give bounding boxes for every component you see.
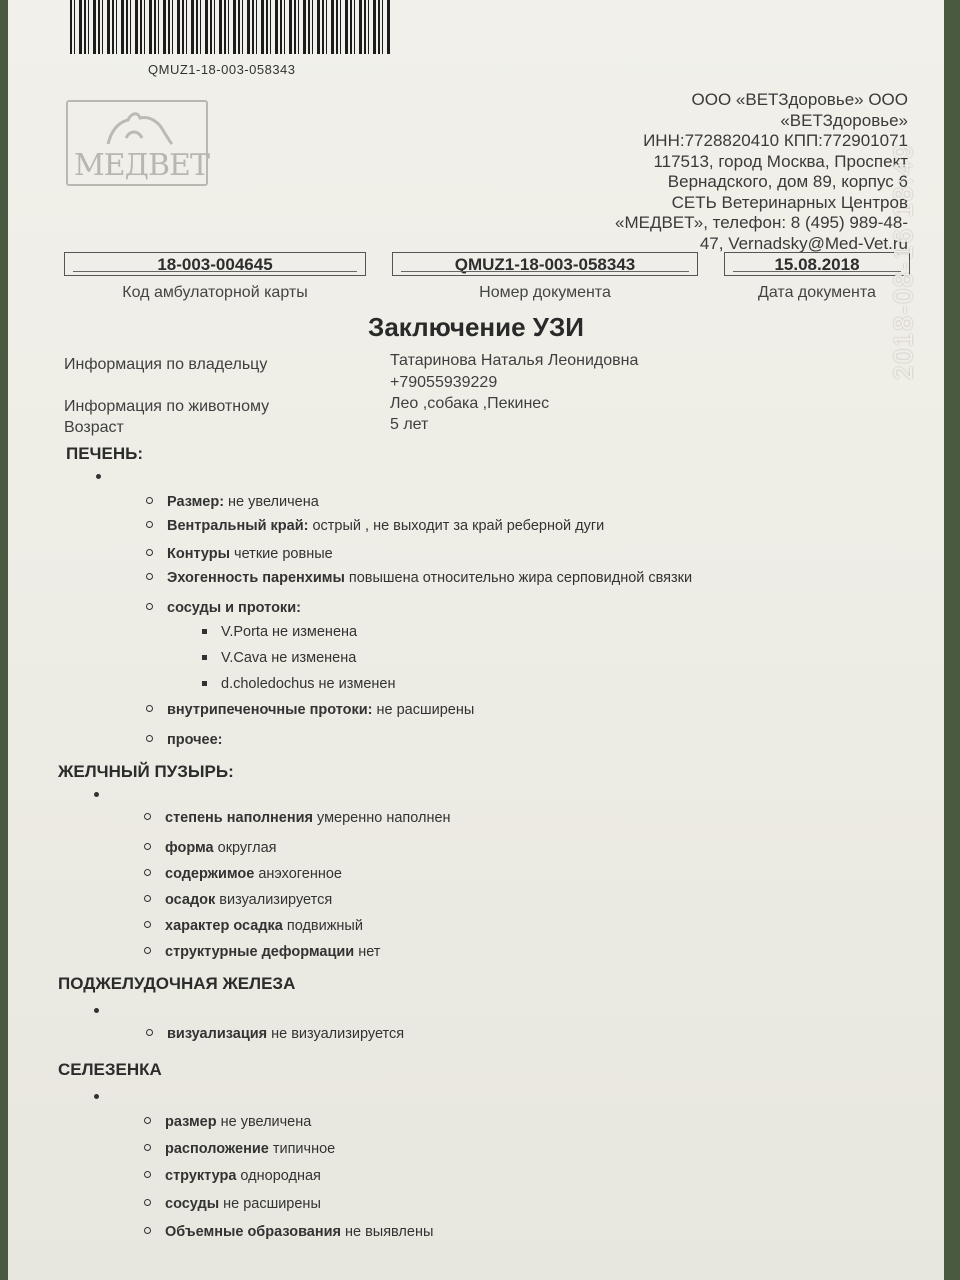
age-label: Возраст	[64, 419, 124, 436]
item-value: не визуализируется	[271, 1026, 405, 1042]
list-item	[144, 1224, 433, 1240]
document-number-caption: Номер документа	[479, 284, 611, 301]
section-liver-title: ПЕЧЕНЬ:	[66, 444, 143, 463]
owner-label: Информация по владельцу	[64, 356, 268, 373]
item-value: округлая	[217, 840, 277, 856]
page-title: Заключение УЗИ	[368, 312, 584, 342]
list-item	[146, 600, 305, 616]
list-item	[144, 892, 332, 908]
item-key: Вентральный край:	[167, 518, 309, 534]
dog-cat-icon	[98, 108, 178, 148]
item-value: визуализируется	[219, 892, 333, 908]
item-key: прочее:	[167, 732, 223, 748]
document-date-value: 15.08.2018	[774, 255, 860, 274]
item-value: четкие ровные	[234, 546, 333, 562]
item-value: повышена относительно жира серповидной связки	[348, 570, 693, 586]
photo-timestamp: 2018-08-16 18:49	[888, 142, 918, 380]
document-date-field	[724, 252, 910, 276]
list-item	[146, 732, 227, 748]
item-key: расположение	[165, 1141, 269, 1157]
item-value: однородная	[240, 1168, 321, 1184]
owner-name: Татаринова Наталья Леонидовна	[390, 352, 639, 369]
item-value: умеренно наполнен	[317, 810, 451, 826]
item-value: нет	[358, 944, 381, 960]
sub-list-item	[202, 624, 357, 640]
item-key: Контуры	[167, 546, 231, 562]
item-value: не расширены	[223, 1196, 321, 1212]
list-item	[144, 1141, 335, 1157]
bullet	[96, 474, 101, 479]
animal-label: Информация по животному	[64, 398, 270, 415]
list-item	[144, 866, 342, 882]
bullet	[94, 1008, 99, 1013]
list-item	[146, 518, 604, 534]
list-item	[146, 702, 474, 718]
list-item	[146, 1026, 404, 1042]
card-code-caption: Код амбулаторной карты	[122, 284, 308, 301]
document-page	[8, 0, 944, 1280]
item-value: V.Porta не изменена	[221, 624, 358, 640]
org-line: «ВЕТЗдоровье»	[780, 110, 908, 130]
org-line: СЕТЬ Ветеринарных Центров	[671, 192, 908, 212]
org-line: ООО «ВЕТЗдоровье» ООО	[691, 90, 908, 109]
list-item	[146, 570, 692, 586]
item-value: острый , не выходит за край реберной дуги	[312, 518, 605, 534]
document-number-field	[392, 252, 698, 276]
list-item	[144, 1196, 321, 1212]
item-key: визуализация	[167, 1026, 268, 1042]
medvet-logo	[66, 100, 208, 186]
item-value: не увеличена	[228, 494, 319, 510]
item-value: не увеличена	[220, 1114, 312, 1130]
item-key: характер осадка	[165, 918, 283, 934]
org-line: ИНН:7728820410 КПП:772901071	[643, 131, 908, 150]
sub-list-item	[202, 650, 356, 666]
item-key: осадок	[165, 892, 216, 908]
card-code-value: 18-003-004645	[157, 255, 273, 274]
item-key: степень наполнения	[165, 810, 313, 826]
item-value: подвижный	[286, 918, 363, 934]
document-date-caption: Дата документа	[758, 284, 876, 301]
list-item	[146, 546, 333, 562]
animal-info: Лео ,собака ,Пекинес	[390, 395, 550, 412]
section-pancreas-title: ПОДЖЕЛУДОЧНАЯ ЖЕЛЕЗА	[58, 974, 296, 993]
barcode-number: QMUZ1-18-003-058343	[148, 62, 296, 77]
org-line: 117513, город Москва, Проспект	[653, 151, 908, 171]
item-key: внутрипеченочные протоки:	[167, 702, 373, 718]
age-value: 5 лет	[390, 416, 429, 433]
section-gallbladder-title: ЖЕЛЧНЫЙ ПУЗЫРЬ:	[58, 762, 234, 781]
section-spleen-title: СЕЛЕЗЕНКА	[58, 1060, 162, 1079]
item-key: структурные деформации	[165, 944, 355, 960]
item-value: типичное	[272, 1141, 336, 1157]
item-value: анэхогенное	[258, 866, 342, 882]
item-value: V.Cava не изменена	[221, 650, 357, 666]
list-item	[144, 944, 380, 960]
org-line: Вернадского, дом 89, корпус 6	[667, 172, 908, 191]
org-line: «МЕДВЕТ», телефон: 8 (495) 989-48-	[614, 213, 908, 232]
list-item	[144, 840, 277, 856]
item-key: Эхогенность паренхимы	[167, 570, 345, 586]
organization-details	[548, 90, 908, 254]
sub-list-item	[202, 676, 396, 692]
item-value: d.choledochus не изменен	[221, 676, 396, 692]
item-key: размер	[165, 1114, 217, 1130]
item-key: сосуды	[165, 1196, 220, 1212]
card-code-field	[64, 252, 366, 276]
bullet	[94, 1094, 99, 1099]
item-value: не расширены	[376, 702, 475, 718]
owner-phone: +79055939229	[390, 374, 498, 391]
document-number-value: QMUZ1-18-003-058343	[454, 255, 636, 274]
item-key: форма	[165, 840, 214, 856]
barcode	[70, 0, 392, 54]
item-key: Объемные образования	[165, 1224, 341, 1240]
item-value: не выявлены	[344, 1224, 434, 1240]
item-key: структура	[165, 1168, 237, 1184]
logo-text: МЕДВЕТ	[74, 148, 209, 183]
item-key: сосуды и протоки:	[167, 600, 301, 616]
org-line: 47, Vernadsky@Med-Vet.ru	[699, 233, 908, 253]
list-item	[144, 918, 363, 934]
item-key: Размер:	[167, 494, 225, 510]
list-item	[144, 810, 451, 826]
list-item	[146, 494, 319, 510]
bullet	[94, 792, 99, 797]
item-key: содержимое	[165, 866, 255, 882]
list-item	[144, 1168, 321, 1184]
list-item	[144, 1114, 311, 1130]
